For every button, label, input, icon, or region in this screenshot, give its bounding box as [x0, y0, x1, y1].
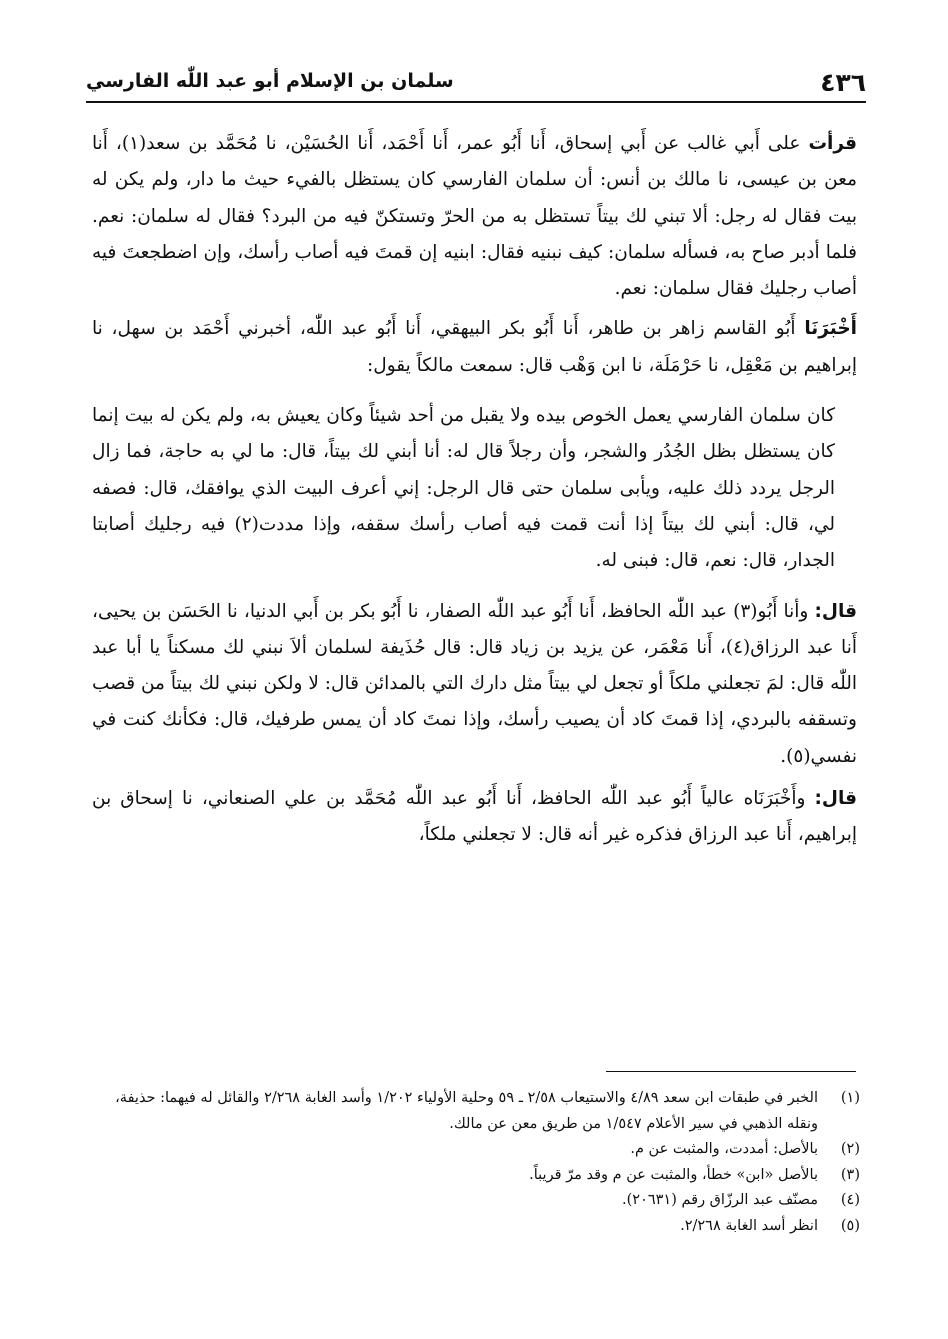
footnote-text: بالأصل «ابن» خطأ، والمثبت عن م وقد مرّ قريباً. [529, 1166, 818, 1183]
footnote [90, 1188, 860, 1214]
header-rule [86, 101, 866, 103]
footnote-text: الخبر في طبقات ابن سعد ٤/٨٩ والاستيعاب ٢/٥٨ ـ ٥٩ وحلية الأولياء ١/٢٠٢ وأسد الغابة ٢/٢٦٨ والقائل له فيهما: حذيفة، ونقله الذهبي في سير الأعلام ١/٥٤٧ من طريق معن عن مالك. [115, 1090, 818, 1132]
paragraph-2 [92, 311, 857, 384]
paragraph-2-lead: أَخْبَرَنَا [804, 318, 857, 340]
page-number: ٤٣٦ [820, 68, 866, 97]
paragraph-5-text: وأَخْبَرَنَاه عالياً أَبُو عبد اللّٰه الحافظ، أَنا أَبُو عبد اللّٰه مُحَمَّد بن علي الصنعاني، نا إسحاق بن إبراهيم، أَنا عبد الرزاق فذكره غير أنه قال: لا تجعلني ملكاً، [92, 788, 857, 846]
footnotes-rule [606, 1071, 856, 1072]
quoted-narration [92, 398, 857, 579]
paragraph-1 [92, 126, 857, 307]
main-text [92, 126, 857, 854]
running-title: سلمان بن الإسلام أبو عبد اللّٰه الفارسي [86, 70, 454, 92]
quoted-narration-text: كان سلمان الفارسي يعمل الخوص بيده ولا يقبل من أحد شيئاً وكان يعيش به، ولم يكن له بيت إنما كان يستظل بظل الجُدُر والشجر، وأن رجلاً قال له: أنا أبني لك بيتاً، قال: ما لي به حاجة، فما زال الرجل يردد ذلك عليه، ويأبى سلمان حتى قال الرجل: إني أعرف البيت الذي يوافقك، قال: فصفه لي، قال: أبني لك بيتاً إذا أنت قمت فيه أصاب رأسك سقفه، وإذا مددت(٢) فيه رجليك أصابتا الجدار، قال: نعم، قال: فبنى له. [92, 405, 836, 572]
footnote-text: بالأصل: أمددت، والمثبت عن م. [630, 1141, 818, 1157]
paragraph-5-lead: قال: [814, 788, 858, 810]
footnote [90, 1086, 860, 1137]
footnote-number: (٢) [840, 1141, 860, 1157]
paragraph-1-lead: قرأت [808, 133, 857, 154]
footnote-text: انظر أسد الغابة ٢/٢٦٨. [680, 1217, 818, 1234]
footnote-number: (٥) [840, 1217, 860, 1234]
footnote [90, 1214, 860, 1240]
footnote-text: مصنّف عبد الرزّاق رقم (٢٠٦٣١). [621, 1192, 818, 1208]
page-header [86, 64, 866, 100]
paragraph-4-text: وأنا أَبُو(٣) عبد اللّٰه الحافظ، أَنا أَبُو عبد اللّٰه الصفار، نا أَبُو بكر بن أَبي الدنيا، نا الحَسَن بن يحيى، أَنا عبد الرزاق(٤)، أَنا مَعْمَر، عن يزيد بن زياد قال: قال حُذَيفة لسلمان ألاَ نبني لك مسكناً يا أبا عبد اللّٰه قال: لمَ تجعلني ملكاً أو تجعل لي بيتاً مثل دارك التي بالمدائن قال: لا ولكن نبني لك بيتاً من قصب وتسقفه بالبردي، إذا قمتَ كاد أن يصيب رأسك، وإذا نمتَ كاد أن يمس طرفيك، قال: فكأنك كنت في نفسي(٥). [92, 600, 857, 767]
footnote-number: (٤) [840, 1192, 860, 1208]
footnote [90, 1137, 860, 1163]
footnote [90, 1163, 860, 1189]
footnotes [90, 1086, 860, 1239]
paragraph-4 [92, 594, 857, 775]
footnote-number: (١) [840, 1090, 860, 1106]
paragraph-4-lead: قال: [814, 600, 858, 622]
paragraph-1-text: على أَبي غالب عن أَبي إسحاق، أَنا أَبُو عمر، أَنا أَحْمَد، أَنا الحُسَيْن، نا مُحَمَّد بن سعد(١)، أَنا معن بن عيسى، نا مالك بن أنس: أن سلمان الفارسي كان يستظل بالفيء حيث ما دار، ولم يكن له بيت فقال له رجل: ألا تبني لك بيتاً تستظل به من الحرّ وتستكنّ فيه من البرد؟ فقال له سلمان: نعم. فلما أدبر صاح به، فسأله سلمان: كيف نبنيه فقال: ابنيه إن قمتَ فيه أصاب رأسك، وإن اضطجعتَ فيه أصاب رجليك فقال سلمان: نعم. [92, 133, 857, 300]
paragraph-5 [92, 781, 857, 854]
footnote-number: (٣) [840, 1166, 860, 1183]
paragraph-2-text: أَبُو القاسم زاهر بن طاهر، أَنا أَبُو بكر البيهقي، أَنا أَبُو عبد اللّٰه، أخبرني أَحْمَد بن سهل، نا إبراهيم بن مَعْقِل، نا حَرْمَلَة، نا ابن وَهْب قال: سمعت مالكاً يقول: [92, 318, 857, 376]
